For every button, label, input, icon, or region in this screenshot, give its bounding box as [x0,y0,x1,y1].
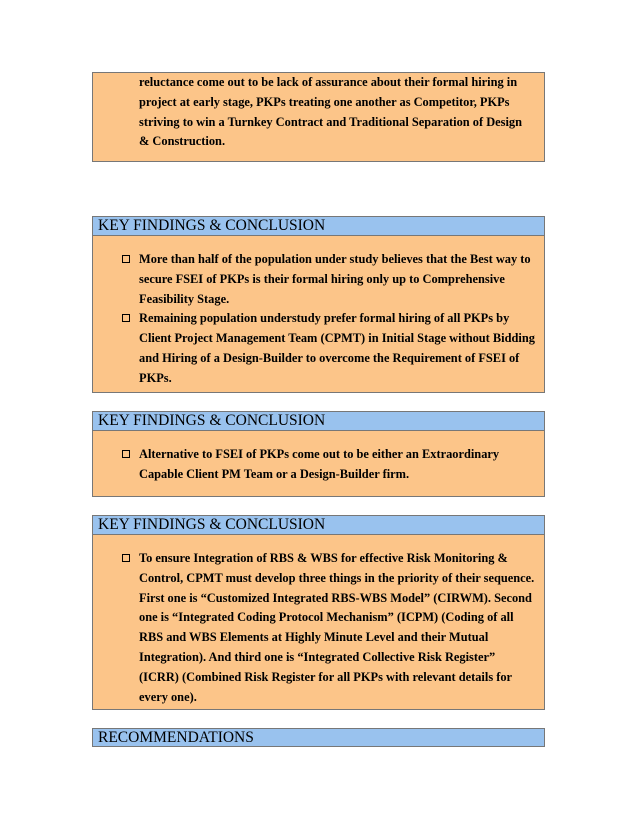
checkbox-bullet-icon [122,314,130,322]
bullet-line: PKPs. [139,370,172,385]
bullet-line: every one). [139,689,197,704]
bullet-line: First one is “Customized Integrated RBS-WBS Model” (CIRWM). Second [139,590,532,605]
bullet-line: (ICRR) (Combined Risk Register for all PKPs with relevant details for [139,669,513,684]
bullet-line: RBS and WBS Elements at Highly Minute Level and their Mutual [139,630,489,645]
bullet-line: More than half of the population under study believes that the Best way to [139,252,531,266]
bullet-item [93,309,544,388]
bullet-line: Client Project Management Team (CPMT) in Initial Stage without Bidding [139,331,535,346]
continuation-line: project at early stage, PKPs treating one another as Competitor, PKPs [139,94,510,109]
bullet-item [93,445,544,485]
section-heading: KEY FINDINGS & CONCLUSION [93,412,544,431]
continuation-text [93,73,544,152]
continuation-line: & Construction. [139,134,226,149]
bullet-line: Control, CPMT must develop three things in the priority of their sequence. [139,570,535,585]
bullet-line: secure FSEI of PKPs is their formal hiring only up to Comprehensive [139,271,505,286]
bullet-line: To ensure Integration of RBS & WBS for effective Risk Monitoring & [139,551,508,565]
bullet-line: Alternative to FSEI of PKPs come out to be either an Extraordinary [139,447,500,461]
checkbox-bullet-icon [122,255,130,263]
bullet-line: Remaining population understudy prefer formal hiring of all PKPs by [139,311,510,326]
bullet-item [93,250,544,309]
recommendations-heading: RECOMMENDATIONS [92,728,545,747]
bullet-line: Integration). And third one is “Integrated Collective Risk Register” [139,649,496,664]
continuation-box [92,72,545,162]
checkbox-bullet-icon [122,554,130,562]
bullet-item [93,549,544,707]
continuation-line: striving to win a Turnkey Contract and Traditional Separation of Design [139,114,523,129]
continuation-line: reluctance come out to be lack of assurance about their formal hiring in [139,75,518,89]
section-heading: KEY FINDINGS & CONCLUSION [93,516,544,535]
section-heading: KEY FINDINGS & CONCLUSION [93,217,544,236]
bullet-line: one is “Integrated Coding Protocol Mechanism” (ICPM) (Coding of all [139,610,514,625]
findings-box-2 [92,411,545,497]
bullet-line: and Hiring of a Design-Builder to overcome the Requirement of FSEI of [139,350,520,365]
checkbox-bullet-icon [122,450,130,458]
bullet-line: Feasibility Stage. [139,291,230,306]
bullet-line: Capable Client PM Team or a Design-Builder firm. [139,466,410,481]
findings-box-3 [92,515,545,710]
findings-box-1 [92,216,545,393]
